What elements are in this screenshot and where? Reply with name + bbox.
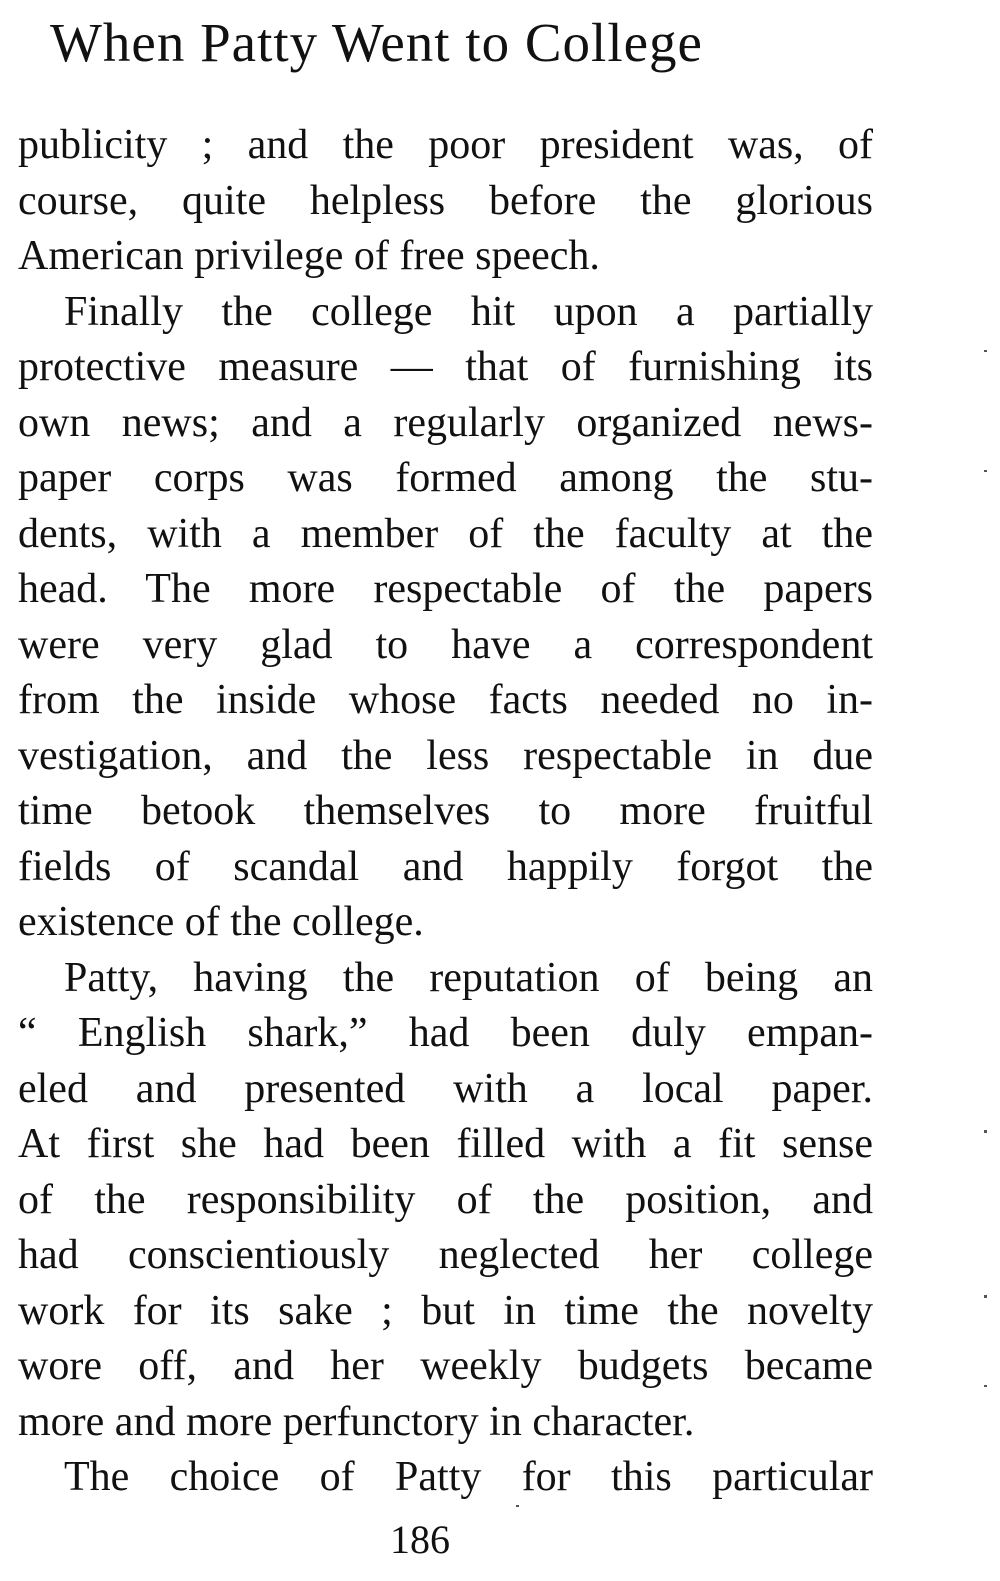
text-line: head. The more respectable of the papers <box>18 566 873 612</box>
text-line: eled and presented with a local paper. <box>18 1065 873 1112</box>
text-line: were very glad to have a correspondent <box>18 621 873 668</box>
running-head: When Patty Went to College <box>50 12 703 73</box>
text-line: existence of the college. <box>18 899 424 945</box>
text-line: The choice of Patty for this particular <box>64 1454 873 1500</box>
scan-speck <box>984 1385 987 1387</box>
text-line: publicity ; and the poor president was, of <box>18 122 873 168</box>
text-line: fields of scandal and happily forgot the <box>18 843 873 890</box>
text-line: Patty, having the reputation of being an <box>64 954 873 1001</box>
text-line: more and more perfunctory in character. <box>18 1398 695 1445</box>
text-line: had conscientiously neglected her college <box>18 1232 873 1278</box>
text-line: “ English shark,” had been duly empan- <box>18 1010 873 1056</box>
text-line: American privilege of free speech. <box>18 233 600 279</box>
text-line: from the inside whose facts needed no in- <box>18 677 873 723</box>
text-line: protective measure — that of furnishing its <box>18 344 873 390</box>
page-number: 186 <box>390 1517 450 1562</box>
text-line: dents, with a member of the faculty at the <box>18 510 873 557</box>
scan-speck <box>984 1130 987 1133</box>
scan-speck <box>984 470 987 472</box>
scan-speck <box>516 1505 519 1507</box>
body-text <box>18 118 873 1506</box>
scan-speck <box>984 350 987 352</box>
scan-speck <box>984 1295 987 1298</box>
text-line: own news; and a regularly organized news- <box>18 399 873 446</box>
text-line: wore off, and her weekly budgets became <box>18 1343 873 1389</box>
text-line: Finally the college hit upon a partially <box>64 288 873 335</box>
text-line: paper corps was formed among the stu- <box>18 455 873 501</box>
text-line: work for its sake ; but in time the novelty <box>18 1287 873 1334</box>
text-line: At first she had been filled with a fit sense <box>18 1121 873 1167</box>
text-line: vestigation, and the less respectable in due <box>18 732 873 779</box>
text-line: of the responsibility of the position, and <box>18 1176 873 1223</box>
text-line: time betook themselves to more fruitful <box>18 788 873 834</box>
text-line: course, quite helpless before the glorious <box>18 177 873 224</box>
